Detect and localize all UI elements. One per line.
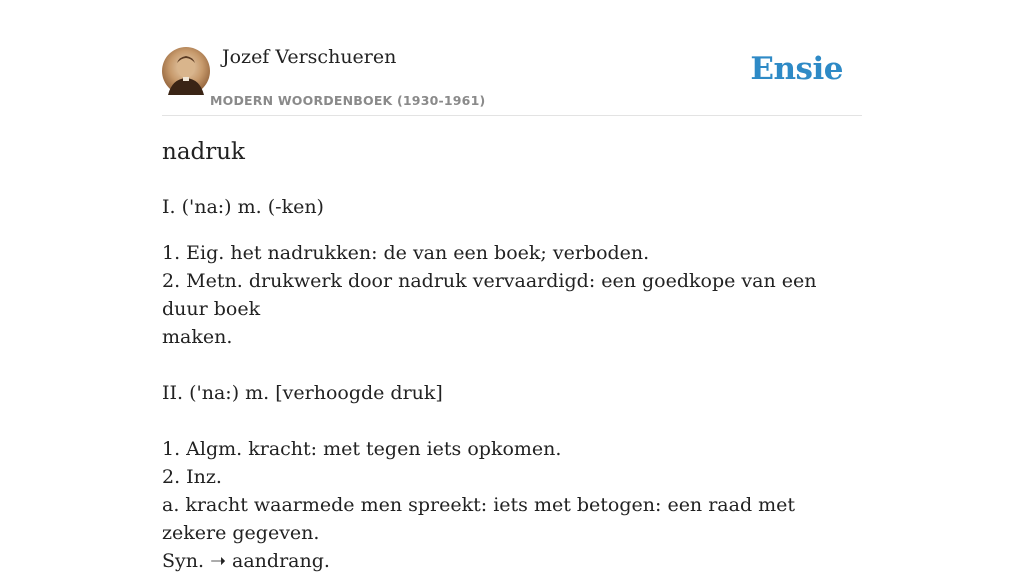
sense-2-heading: II. ('na:) m. [verhoogde druk] (162, 382, 443, 404)
spacer (162, 351, 862, 379)
sense-2-line-3: a. kracht waarmede men spreekt: iets met betogen: een raad met zekere gegeven. (162, 494, 796, 544)
sense-1-line-1: 1. Eig. het nadrukken: de van een boek; verboden. (162, 242, 650, 264)
sense-1-heading: I. ('na:) m. (-ken) (162, 196, 324, 218)
sense-2-line-1: 1. Algm. kracht: met tegen iets opkomen. (162, 438, 562, 460)
entry-headword: nadruk (162, 139, 245, 165)
sense-1-line-3: maken. (162, 326, 233, 348)
author-name[interactable]: Jozef Verschueren (222, 46, 397, 68)
portrait-icon (162, 47, 210, 95)
entry-header (162, 0, 862, 116)
sense-1-line-2: 2. Metn. drukwerk door nadruk vervaardigd: een goedkope van een duur boek (162, 270, 817, 320)
entry-body (162, 193, 862, 575)
sense-2-line-4: Syn. ➝ aandrang. (162, 550, 330, 572)
source-title[interactable]: MODERN WOORDENBOEK (1930-1961) (210, 93, 486, 108)
spacer (162, 407, 862, 435)
sense-2-line-2: 2. Inz. (162, 466, 222, 488)
entry-page (162, 0, 862, 572)
author-avatar[interactable] (162, 47, 210, 95)
ensie-logo[interactable]: Ensie (750, 51, 843, 87)
